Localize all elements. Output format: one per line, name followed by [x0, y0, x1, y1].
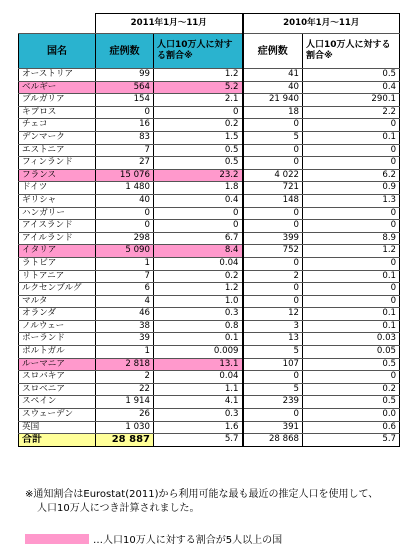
- cases-2010-cell: 0: [243, 119, 303, 132]
- country-cell: マルタ: [19, 295, 96, 308]
- country-cell: ギリシャ: [19, 194, 96, 207]
- cases-2011-cell: 0: [96, 207, 154, 220]
- country-cell: ルクセンブルグ: [19, 283, 96, 296]
- cases-2010-cell: 399: [243, 232, 303, 245]
- rate-2011-cell: 0.8: [154, 320, 243, 333]
- cases-2010-cell: 3: [243, 320, 303, 333]
- rate-2011-cell: 0.4: [154, 194, 243, 207]
- country-cell: エストニア: [19, 144, 96, 157]
- rate-2011-cell: 4.1: [154, 396, 243, 409]
- rate-2011-cell: 0.04: [154, 371, 243, 384]
- period-2011-header: 2011年1月～11月: [96, 14, 243, 34]
- cases-2011-cell: 26: [96, 409, 154, 422]
- country-cell: チェコ: [19, 119, 96, 132]
- table-row: [19, 245, 400, 258]
- table-row: [19, 421, 400, 434]
- cases-2010-cell: 0: [243, 283, 303, 296]
- cases-2011-cell: 46: [96, 308, 154, 321]
- table-row: [19, 358, 400, 371]
- rate-2011-cell: 5.2: [154, 81, 243, 94]
- cases-2010-header: 症例数: [243, 34, 303, 69]
- country-column-header: 国名: [19, 34, 96, 69]
- rate-2011-cell: 0: [154, 207, 243, 220]
- cases-2010-cell: 40: [243, 81, 303, 94]
- cases-2011-cell: 83: [96, 131, 154, 144]
- table-row: [19, 396, 400, 409]
- table-row: [19, 383, 400, 396]
- table-row: [19, 295, 400, 308]
- table-row: [19, 308, 400, 321]
- rate-2010-cell: 0.05: [303, 346, 400, 359]
- table-row: [19, 182, 400, 195]
- rate-2011-cell: 0.5: [154, 157, 243, 170]
- rate-2011-cell: 0.04: [154, 257, 243, 270]
- rate-2010-cell: 0.1: [303, 131, 400, 144]
- rate-2011-cell: 0.009: [154, 346, 243, 359]
- country-cell: ルーマニア: [19, 358, 96, 371]
- rate-2010-cell: 0: [303, 207, 400, 220]
- rate-2011-cell: 0.2: [154, 270, 243, 283]
- cases-2011-cell: 2: [96, 371, 154, 384]
- rate-2010-cell: 0.5: [303, 69, 400, 82]
- rate-2010-cell: 6.2: [303, 169, 400, 182]
- table-row: [19, 69, 400, 82]
- country-cell: フィンランド: [19, 157, 96, 170]
- rate-2010-cell: 0: [303, 220, 400, 233]
- cases-2011-cell: 6: [96, 283, 154, 296]
- cases-2010-cell: 0: [243, 220, 303, 233]
- footnote-line-2: 人口10万人につき計算されました。: [37, 503, 200, 514]
- rate-2010-cell: 1.2: [303, 245, 400, 258]
- rate-2011-cell: 1.0: [154, 295, 243, 308]
- country-cell: ベルギー: [19, 81, 96, 94]
- rate-2010-cell: 0.4: [303, 81, 400, 94]
- rate-2010-cell: 0: [303, 144, 400, 157]
- rate-2011-cell: 0.2: [154, 119, 243, 132]
- rate-2010-cell: 0.0: [303, 409, 400, 422]
- rate-2011-cell: 0.3: [154, 308, 243, 321]
- rate-2010-cell: 1.3: [303, 194, 400, 207]
- rate-2011-cell: 1.6: [154, 421, 243, 434]
- rate-2010-cell: 0.9: [303, 182, 400, 195]
- table-row: [19, 169, 400, 182]
- cases-2010-cell: 0: [243, 157, 303, 170]
- rate-2011-cell: 1.8: [154, 182, 243, 195]
- cases-2011-cell: 5 090: [96, 245, 154, 258]
- total-rate-2011: 5.7: [154, 434, 243, 447]
- rate-2011-cell: 0: [154, 106, 243, 119]
- table-row: [19, 119, 400, 132]
- rate-2010-cell: 0.6: [303, 421, 400, 434]
- table-row: [19, 220, 400, 233]
- country-cell: イタリア: [19, 245, 96, 258]
- cases-2010-cell: 0: [243, 257, 303, 270]
- legend-swatch: [25, 534, 89, 544]
- cases-2011-cell: 0: [96, 220, 154, 233]
- cases-2010-cell: 239: [243, 396, 303, 409]
- cases-2011-cell: 564: [96, 81, 154, 94]
- table-row: [19, 157, 400, 170]
- country-cell: アイスランド: [19, 220, 96, 233]
- country-cell: スロベニア: [19, 383, 96, 396]
- cases-2011-cell: 1 914: [96, 396, 154, 409]
- table-row: [19, 270, 400, 283]
- country-cell: リトアニア: [19, 270, 96, 283]
- cases-2011-cell: 2 818: [96, 358, 154, 371]
- cases-2010-cell: 0: [243, 295, 303, 308]
- cases-2011-cell: 22: [96, 383, 154, 396]
- country-cell: ブルガリア: [19, 94, 96, 107]
- total-cases-2011: 28 887: [96, 434, 154, 447]
- cases-2011-cell: 298: [96, 232, 154, 245]
- rate-2010-cell: 0.1: [303, 308, 400, 321]
- country-cell: 英国: [19, 421, 96, 434]
- rate-2011-cell: 13.1: [154, 358, 243, 371]
- rate-2011-cell: 23.2: [154, 169, 243, 182]
- table-row: [19, 232, 400, 245]
- country-cell: ドイツ: [19, 182, 96, 195]
- table-row: [19, 257, 400, 270]
- cases-2011-cell: 27: [96, 157, 154, 170]
- country-cell: ハンガリー: [19, 207, 96, 220]
- rate-2011-cell: 6.7: [154, 232, 243, 245]
- column-header-row: [19, 34, 400, 69]
- country-cell: オーストリア: [19, 69, 96, 82]
- rate-2011-cell: 0.1: [154, 333, 243, 346]
- cases-2010-cell: 4 022: [243, 169, 303, 182]
- table-row: [19, 194, 400, 207]
- country-cell: キプロス: [19, 106, 96, 119]
- footnote: [25, 488, 415, 516]
- table-row: [19, 144, 400, 157]
- cases-2011-cell: 38: [96, 320, 154, 333]
- rate-2010-cell: 0: [303, 257, 400, 270]
- cases-2010-cell: 721: [243, 182, 303, 195]
- cases-2010-cell: 5: [243, 383, 303, 396]
- cases-2011-cell: 15 076: [96, 169, 154, 182]
- rate-2010-cell: 290.1: [303, 94, 400, 107]
- cases-2010-cell: 0: [243, 409, 303, 422]
- rate-2011-header: 人口10万人に対する割合※: [154, 34, 243, 69]
- country-cell: オランダ: [19, 308, 96, 321]
- cases-2011-cell: 1 480: [96, 182, 154, 195]
- rate-2011-cell: 0.5: [154, 144, 243, 157]
- country-cell: ポーランド: [19, 333, 96, 346]
- cases-2011-cell: 0: [96, 106, 154, 119]
- table-row: [19, 106, 400, 119]
- rate-2010-cell: 0.1: [303, 270, 400, 283]
- country-cell: ポルトガル: [19, 346, 96, 359]
- country-cell: アイルランド: [19, 232, 96, 245]
- cases-2010-cell: 13: [243, 333, 303, 346]
- table-row: [19, 207, 400, 220]
- rate-2011-cell: 8.4: [154, 245, 243, 258]
- total-label: 合計: [19, 434, 96, 447]
- cases-2011-cell: 99: [96, 69, 154, 82]
- table-row: [19, 333, 400, 346]
- cases-2010-cell: 107: [243, 358, 303, 371]
- cases-2010-cell: 41: [243, 69, 303, 82]
- rate-2011-cell: 1.5: [154, 131, 243, 144]
- country-cell: スロバキア: [19, 371, 96, 384]
- period-header-row: [19, 14, 400, 34]
- cases-2011-cell: 39: [96, 333, 154, 346]
- rate-2011-cell: 1.2: [154, 69, 243, 82]
- rate-2010-cell: 0.2: [303, 383, 400, 396]
- cases-2010-cell: 5: [243, 131, 303, 144]
- total-rate-2010: 5.7: [303, 434, 400, 447]
- total-cases-2010: 28 868: [243, 434, 303, 447]
- rate-2010-cell: 2.2: [303, 106, 400, 119]
- cases-2010-cell: 18: [243, 106, 303, 119]
- cases-2011-cell: 1: [96, 346, 154, 359]
- measles-cases-table: [18, 13, 400, 447]
- cases-2010-cell: 0: [243, 371, 303, 384]
- cases-2011-cell: 7: [96, 144, 154, 157]
- cases-2011-cell: 16: [96, 119, 154, 132]
- country-cell: ラトビア: [19, 257, 96, 270]
- cases-2010-cell: 0: [243, 144, 303, 157]
- rate-2011-cell: 1.1: [154, 383, 243, 396]
- table-row: [19, 371, 400, 384]
- table-row: [19, 131, 400, 144]
- rate-2010-cell: 0: [303, 119, 400, 132]
- country-cell: スペイン: [19, 396, 96, 409]
- cases-2010-cell: 752: [243, 245, 303, 258]
- legend: [25, 531, 282, 546]
- corner-cell: [19, 14, 96, 34]
- country-cell: スウェーデン: [19, 409, 96, 422]
- country-cell: フランス: [19, 169, 96, 182]
- rate-2011-cell: 1.2: [154, 283, 243, 296]
- rate-2011-cell: 2.1: [154, 94, 243, 107]
- table-row: [19, 283, 400, 296]
- cases-2011-cell: 154: [96, 94, 154, 107]
- cases-2011-cell: 4: [96, 295, 154, 308]
- table-row: [19, 346, 400, 359]
- rate-2010-header: 人口10万人に対する割合※: [303, 34, 400, 69]
- table-row: [19, 81, 400, 94]
- table-row: [19, 409, 400, 422]
- table-body: [19, 69, 400, 434]
- legend-text: …人口10万人に対する割合が5人以上の国: [93, 535, 283, 546]
- rate-2010-cell: 0: [303, 283, 400, 296]
- cases-2010-cell: 0: [243, 207, 303, 220]
- country-cell: デンマーク: [19, 131, 96, 144]
- cases-2010-cell: 148: [243, 194, 303, 207]
- cases-2011-cell: 40: [96, 194, 154, 207]
- period-2010-header: 2010年1月～11月: [243, 14, 400, 34]
- rate-2011-cell: 0: [154, 220, 243, 233]
- rate-2010-cell: 8.9: [303, 232, 400, 245]
- rate-2010-cell: 0.5: [303, 396, 400, 409]
- cases-2010-cell: 21 940: [243, 94, 303, 107]
- country-cell: ノルウェー: [19, 320, 96, 333]
- cases-2010-cell: 391: [243, 421, 303, 434]
- table-row: [19, 94, 400, 107]
- rate-2011-cell: 0.3: [154, 409, 243, 422]
- cases-2010-cell: 2: [243, 270, 303, 283]
- rate-2010-cell: 0: [303, 295, 400, 308]
- rate-2010-cell: 0.1: [303, 320, 400, 333]
- rate-2010-cell: 0: [303, 371, 400, 384]
- rate-2010-cell: 0: [303, 157, 400, 170]
- rate-2010-cell: 0.5: [303, 358, 400, 371]
- footnote-line-1: ※通知割合はEurostat(2011)から利用可能な最も最近の推定人口を使用して、: [25, 489, 379, 500]
- cases-2011-header: 症例数: [96, 34, 154, 69]
- cases-2011-cell: 1: [96, 257, 154, 270]
- table-row: [19, 320, 400, 333]
- cases-2010-cell: 12: [243, 308, 303, 321]
- cases-2010-cell: 5: [243, 346, 303, 359]
- cases-2011-cell: 7: [96, 270, 154, 283]
- cases-2011-cell: 1 030: [96, 421, 154, 434]
- total-row: [19, 434, 400, 447]
- rate-2010-cell: 0.03: [303, 333, 400, 346]
